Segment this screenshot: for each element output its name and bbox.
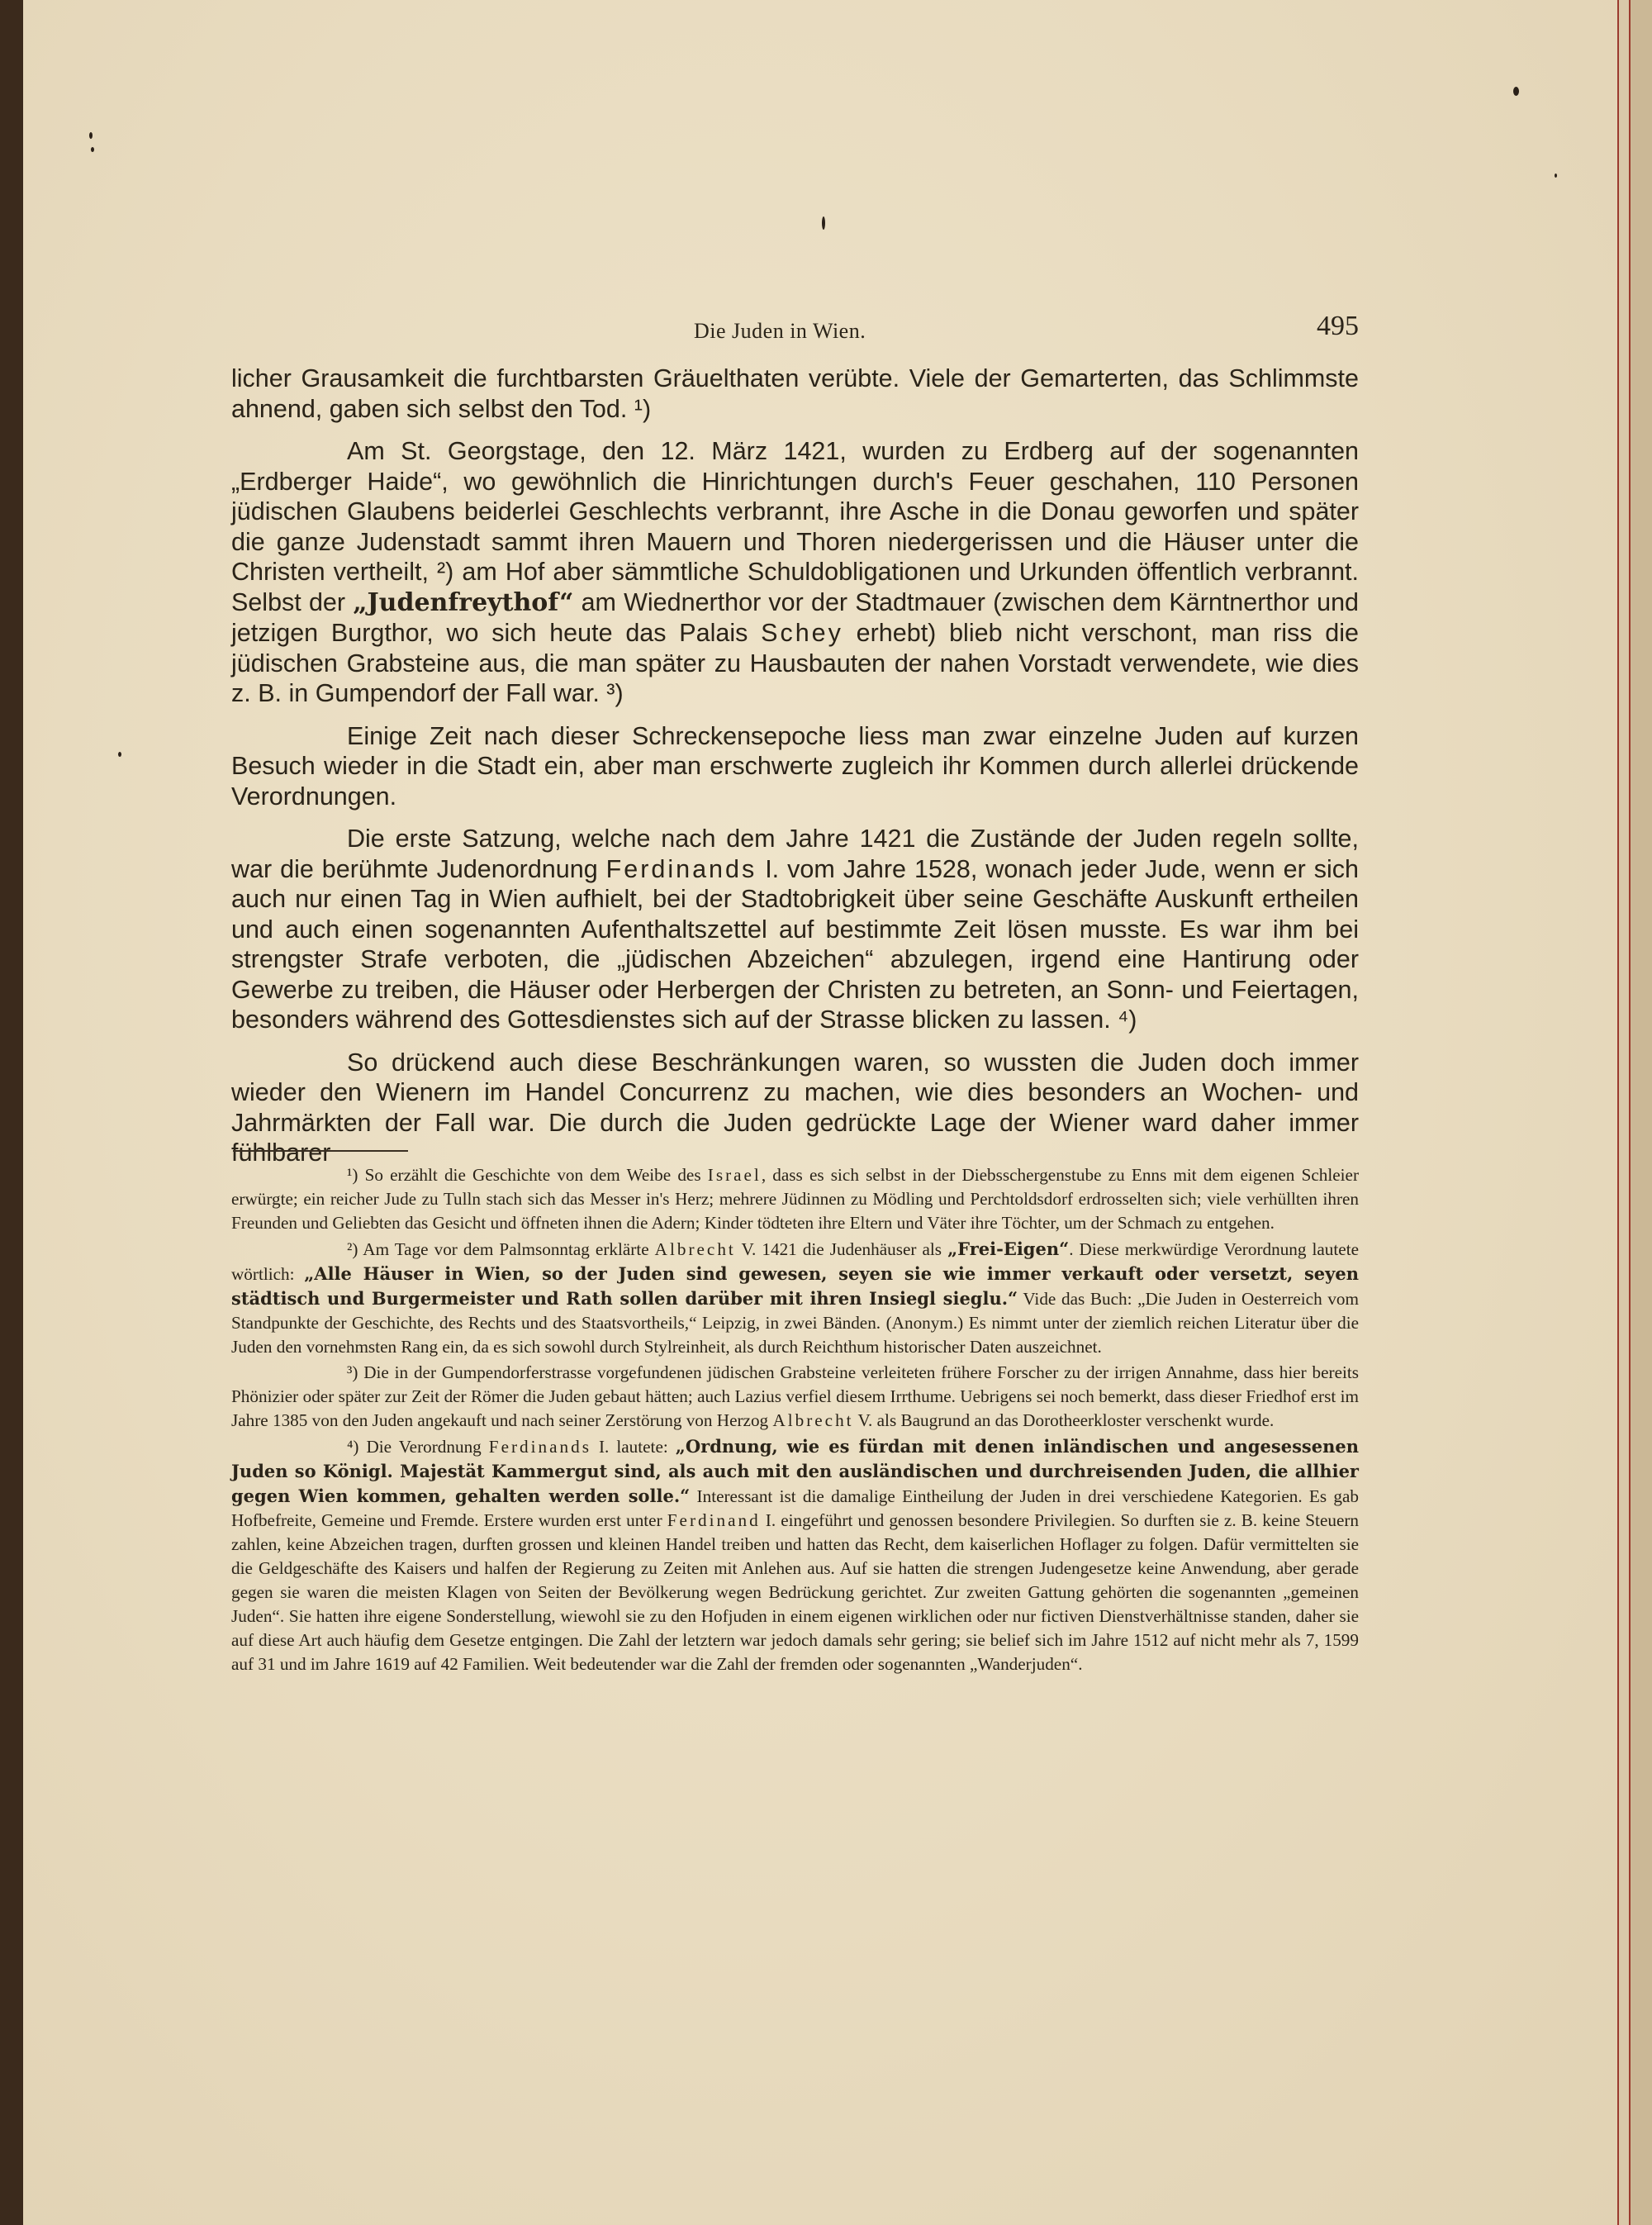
text-run: . Diese merkwürdige Verordnung lautete wörtlich: <box>231 1239 1359 1284</box>
text-run: I. vom Jahre 1528, wonach jeder Jude, wenn er sich auch nur einen Tag in Wien aufhielt, bei der Stadtobrigkeit über seine Geschäfte Auskunft ertheilen und auch einen sogenannten Aufenthaltszettel auf bestimmte Zeit lösen musste. Es war ihm bei strengster Strafe verboten, die „jüdischen Abzeichen“ abzulegen, irgend eine Hantirung oder Gewerbe zu treiben, die Häuser oder Herbergen der Christen zu betreten, an Sonn- und Feiertagen, besonders während des Gottesdienstes sich auf der Strasse blicken zu lassen. ⁴) <box>231 854 1359 1034</box>
paper-speck <box>822 216 825 230</box>
blackletter-phrase: „Frei-Eigen“ <box>947 1238 1070 1259</box>
paper-speck <box>89 132 93 139</box>
text-run: ³) Die in der Gumpendorferstrasse vorgefundenen jüdischen Grabsteine verleiteten frühere Forscher zu der irrigen Annahme, dass hier bereits Phönizier oder später zur Zeit der Römer die Juden gebaut hätten; auch Lazius verfiel diesem Irrthume. Uebrigens sei noch bemerkt, dass dieser Friedhof erst im Jahre 1385 von den Juden angekauft und nach seiner Zerstörung von Herzog <box>231 1362 1359 1430</box>
text-run: I. lautete: <box>591 1437 676 1457</box>
spaced-name: Israel <box>707 1165 762 1185</box>
paragraph: So drückend auch diese Beschränkungen waren, so wussten die Juden doch immer wieder den Wienern im Handel Concurrenz zu machen, wie dies besonders an Wochen- und Jahrmärkten der Fall war. Die durch die Juden gedrückte Lage der Wiener ward daher immer fühlbarer <box>231 1048 1359 1167</box>
text-run: Am St. Georgstage, den 12. März 1421, wurden zu Erdberg auf der sogenannten „Erdberger Haide“, wo gewöhnlich die Hinrichtungen durch's Feuer geschahen, 110 Personen jüdischen Glaubens beiderlei Geschlechts verbrannt, ihre Asche in die Donau geworfen und später die ganze Judenstadt sammt ihren Mauern und Thoren niedergerissen und die Häuser unter die Christen vertheilt, ²) am Hof aber sämmtliche Schuldobligationen und Urkunden öffentlich verbrannt. Selbst der <box>231 437 1359 616</box>
text-run: V. als Baugrund an das Dorotheerkloster verschenkt wurde. <box>853 1410 1275 1430</box>
spaced-name: Albrecht <box>772 1410 854 1430</box>
footnote-4 <box>231 1434 1359 1676</box>
footnote-rule <box>233 1150 408 1152</box>
text-run: Die erste Satzung, welche nach dem Jahre 1421 die Zustände der Juden regeln sollte, war die berühmte Judenordnung <box>231 825 1359 883</box>
running-title: Die Juden in Wien. <box>694 319 866 343</box>
paper-speck <box>91 147 94 152</box>
paragraph <box>231 436 1359 709</box>
spaced-name: Ferdinands <box>488 1437 591 1457</box>
paragraph: licher Grausamkeit die furchtbarsten Gräuelthaten verübte. Viele der Gemarterten, das Schlimmste ahnend, gaben sich selbst den Tod. ¹) <box>231 364 1359 423</box>
footnote-1 <box>231 1163 1359 1235</box>
footnotes <box>231 1163 1359 1678</box>
spaced-name: Schey <box>761 619 843 647</box>
text-run: Interessant ist die damalige Eintheilung der Juden in drei verschiedene Kategorien. Es gab Hofbefreite, Gemeine und Fremde. Erstere wurden erst unter <box>231 1486 1359 1530</box>
page-number: 495 <box>1317 311 1359 341</box>
paragraph <box>231 824 1359 1035</box>
text-run: am Wiednerthor vor der Stadtmauer (zwischen dem Kärntnerthor und jetzigen Burgthor, wo sich heute das Palais <box>231 587 1359 647</box>
text-run: ⁴) Die Verordnung <box>347 1437 489 1457</box>
text-run: ¹) So erzählt die Geschichte von dem Weibe des <box>347 1165 708 1185</box>
text-run: , dass es sich selbst in der Diebsschergenstube zu Enns mit dem eigenen Schleier erwürgte; ein reicher Jude zu Tulln stach sich das Messer in's Herz; mehrere Jüdinnen zu Mödling und Perchtoldsdorf erdrosselten sich; viele verhüllten ihren Freunden und Geliebten das Gesicht und öffneten ihnen die Adern; Kinder tödteten ihre Eltern und Väter ihre Töchter, um der Schmach zu entgehen. <box>231 1165 1360 1233</box>
paragraph: Einige Zeit nach dieser Schreckensepoche liess man zwar einzelne Juden auf kurzen Besuch wieder in die Stadt ein, aber man erschwerte zugleich ihr Kommen durch allerlei drückende Verordnungen. <box>231 721 1359 811</box>
text-run: I. eingeführt und genossen besondere Privilegien. So durften sie z. B. keine Steuern zahlen, keine Abzeichen tragen, durften grossen und kleinen Handel treiben und hatten das Recht, dem kaiserlichen Hoflager zu folgen. Dafür vermittelten sie die Geldgeschäfte des Kaisers und halfen der Regierung zu Zeiten mit Anlehen aus. Auf sie hatten die strengen Judengesetze keine Anwendung, aber gerade gegen sie waren die meisten Klagen von Seiten der Bevölkerung wegen Bedrückung gerichtet. Zur zweiten Gattung gehörten die sogenannten „gemeinen Juden“. Sie hatten ihre eigene Sonderstellung, wiewohl sie zu den Hofjuden in einem eigenen wirklichen oder nur fictiven Dienstverhältnisse standen, daher sie auf diese Art auch häufig dem Gesetze entgingen. Die Zahl der letztern war jedoch damals sehr gering; sie belief sich im Jahre 1512 auf nicht mehr als 7, 1599 auf 31 und im Jahre 1619 auf 42 Familien. Weit bedeutender war die Zahl der fremden oder sogenannten „Wanderjuden“. <box>231 1510 1359 1674</box>
blackletter-phrase: „Ordnung, wie es fürdan mit denen inländischen und angesessenen Juden so Königl. Majestät Kammergut sind, als auch mit den ausländischen und durchreisenden Juden, die allhier gegen Wien kommen, gehalten werden solle.“ <box>231 1436 1359 1506</box>
page-edge-outer <box>1629 0 1652 2225</box>
footnote-2 <box>231 1237 1359 1359</box>
paper-speck <box>1513 87 1519 96</box>
blackletter-phrase: „Judenfreythof“ <box>353 587 574 617</box>
spaced-name: Albrecht <box>654 1239 736 1259</box>
text-run: erhebt) blieb nicht verschont, man riss die jüdischen Grabsteine aus, die man später zu Hausbauten der nahen Vorstadt verwendete, wie dies z. B. in Gumpendorf der Fall war. ³) <box>231 619 1359 707</box>
paper-speck <box>1555 174 1557 178</box>
footnote-3 <box>231 1361 1359 1433</box>
paper-speck <box>118 752 121 757</box>
text-run: V. 1421 die Judenhäuser als <box>735 1239 948 1259</box>
text-run: Vide das Buch: „Die Juden in Oesterreich vom Standpunkte der Geschichte, des Rechts und des Staatsvortheils,“ Leipzig, in zwei Bänden. (Anonym.) Es nimmt unter der ziemlich reichen Literatur über die Juden den vornehmsten Rang ein, da es sich sowohl durch Stylreinheit, als durch Reichthum historischer Daten auszeichnet. <box>231 1289 1359 1357</box>
main-text <box>231 364 1359 1181</box>
spaced-name: Ferdinands <box>605 854 757 883</box>
text-run: ²) Am Tage vor dem Palmsonntag erklärte <box>347 1239 655 1259</box>
running-head <box>231 311 1359 352</box>
blackletter-phrase: „Alle Häuser in Wien, so der Juden sind gewesen, seyen sie wie immer verkauft oder versetzt, seyen städtisch und Burgermeister und Rath sollen darüber mit ihren Insiegl sieglu.“ <box>231 1263 1359 1309</box>
spaced-name: Ferdinand <box>667 1510 761 1530</box>
